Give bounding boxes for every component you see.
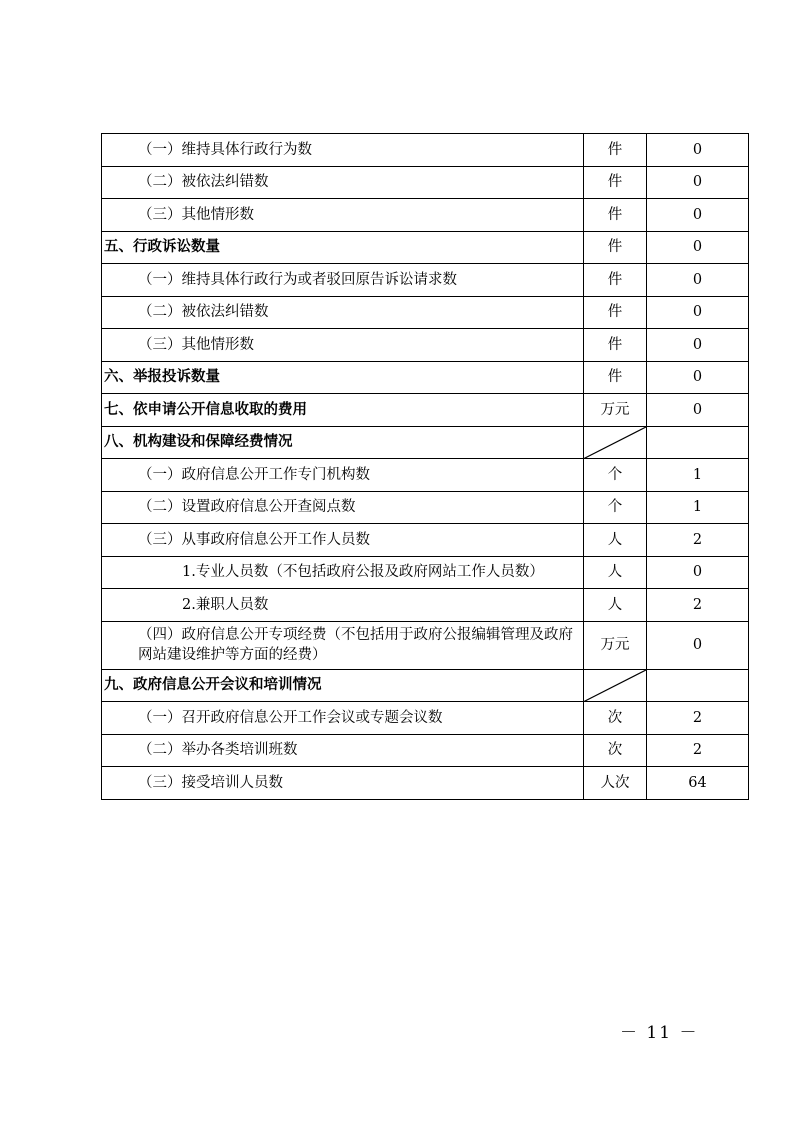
table-row xyxy=(102,734,749,767)
table-row xyxy=(102,589,749,622)
value-cell: 0 xyxy=(647,329,749,362)
item-cell: （一）维持具体行政行为或者驳回原告诉讼请求数 xyxy=(102,264,584,297)
value-cell: 0 xyxy=(647,231,749,264)
table-row xyxy=(102,621,749,669)
unit-cell xyxy=(584,426,647,459)
diagonal-slash xyxy=(584,670,646,702)
value-cell: 0 xyxy=(647,166,749,199)
unit-cell: 件 xyxy=(584,361,647,394)
item-cell: （三）接受培训人员数 xyxy=(102,767,584,800)
table-row xyxy=(102,296,749,329)
table-row xyxy=(102,491,749,524)
unit-cell: 件 xyxy=(584,134,647,167)
unit-cell: 件 xyxy=(584,264,647,297)
value-cell: 1 xyxy=(647,459,749,492)
item-cell: （三）其他情形数 xyxy=(102,199,584,232)
table-row xyxy=(102,329,749,362)
unit-cell: 件 xyxy=(584,231,647,264)
table-row xyxy=(102,669,749,702)
value-cell: 1 xyxy=(647,491,749,524)
value-cell: 0 xyxy=(647,134,749,167)
table-row xyxy=(102,134,749,167)
table-row xyxy=(102,767,749,800)
unit-cell: 人 xyxy=(584,524,647,557)
section-heading-cell: 七、依申请公开信息收取的费用 xyxy=(102,394,584,427)
item-cell: （三）其他情形数 xyxy=(102,329,584,362)
item-cell: 2.兼职人员数 xyxy=(102,589,584,622)
value-cell: 2 xyxy=(647,734,749,767)
table-row xyxy=(102,199,749,232)
unit-cell: 件 xyxy=(584,296,647,329)
table-row xyxy=(102,556,749,589)
page-number: － 11 － xyxy=(620,1023,699,1043)
unit-cell xyxy=(584,669,647,702)
item-cell: 1.专业人员数（不包括政府公报及政府网站工作人员数） xyxy=(102,556,584,589)
table-row xyxy=(102,394,749,427)
section-heading-cell: 六、举报投诉数量 xyxy=(102,361,584,394)
table-row xyxy=(102,426,749,459)
unit-cell: 件 xyxy=(584,329,647,362)
value-cell: 2 xyxy=(647,702,749,735)
table-row xyxy=(102,231,749,264)
item-cell: （四）政府信息公开专项经费（不包括用于政府公报编辑管理及政府网站建设维护等方面的经费） xyxy=(102,621,584,669)
table-row xyxy=(102,166,749,199)
unit-cell: 万元 xyxy=(584,621,647,669)
unit-cell: 人 xyxy=(584,589,647,622)
section-heading-cell: 五、行政诉讼数量 xyxy=(102,231,584,264)
item-cell: （一）维持具体行政行为数 xyxy=(102,134,584,167)
value-cell xyxy=(647,669,749,702)
table-row xyxy=(102,702,749,735)
value-cell xyxy=(647,426,749,459)
table-row xyxy=(102,264,749,297)
unit-cell: 个 xyxy=(584,459,647,492)
statistics-table-body xyxy=(102,134,749,800)
unit-cell: 万元 xyxy=(584,394,647,427)
item-cell: （二）设置政府信息公开查阅点数 xyxy=(102,491,584,524)
value-cell: 0 xyxy=(647,264,749,297)
item-cell: （二）被依法纠错数 xyxy=(102,166,584,199)
value-cell: 2 xyxy=(647,589,749,622)
value-cell: 0 xyxy=(647,296,749,329)
table-row xyxy=(102,524,749,557)
value-cell: 64 xyxy=(647,767,749,800)
unit-cell: 个 xyxy=(584,491,647,524)
value-cell: 2 xyxy=(647,524,749,557)
item-cell: （三）从事政府信息公开工作人员数 xyxy=(102,524,584,557)
unit-cell: 件 xyxy=(584,166,647,199)
unit-cell: 次 xyxy=(584,702,647,735)
statistics-table xyxy=(101,133,749,800)
value-cell: 0 xyxy=(647,199,749,232)
item-cell: （二）被依法纠错数 xyxy=(102,296,584,329)
section-heading-cell: 九、政府信息公开会议和培训情况 xyxy=(102,669,584,702)
unit-cell: 件 xyxy=(584,199,647,232)
table-row xyxy=(102,361,749,394)
value-cell: 0 xyxy=(647,361,749,394)
item-cell: （一）召开政府信息公开工作会议或专题会议数 xyxy=(102,702,584,735)
item-cell: （二）举办各类培训班数 xyxy=(102,734,584,767)
section-heading-cell: 八、机构建设和保障经费情况 xyxy=(102,426,584,459)
value-cell: 0 xyxy=(647,556,749,589)
unit-cell: 次 xyxy=(584,734,647,767)
table-row xyxy=(102,459,749,492)
unit-cell: 人次 xyxy=(584,767,647,800)
unit-cell: 人 xyxy=(584,556,647,589)
value-cell: 0 xyxy=(647,621,749,669)
item-cell: （一）政府信息公开工作专门机构数 xyxy=(102,459,584,492)
value-cell: 0 xyxy=(647,394,749,427)
diagonal-slash xyxy=(584,427,646,459)
